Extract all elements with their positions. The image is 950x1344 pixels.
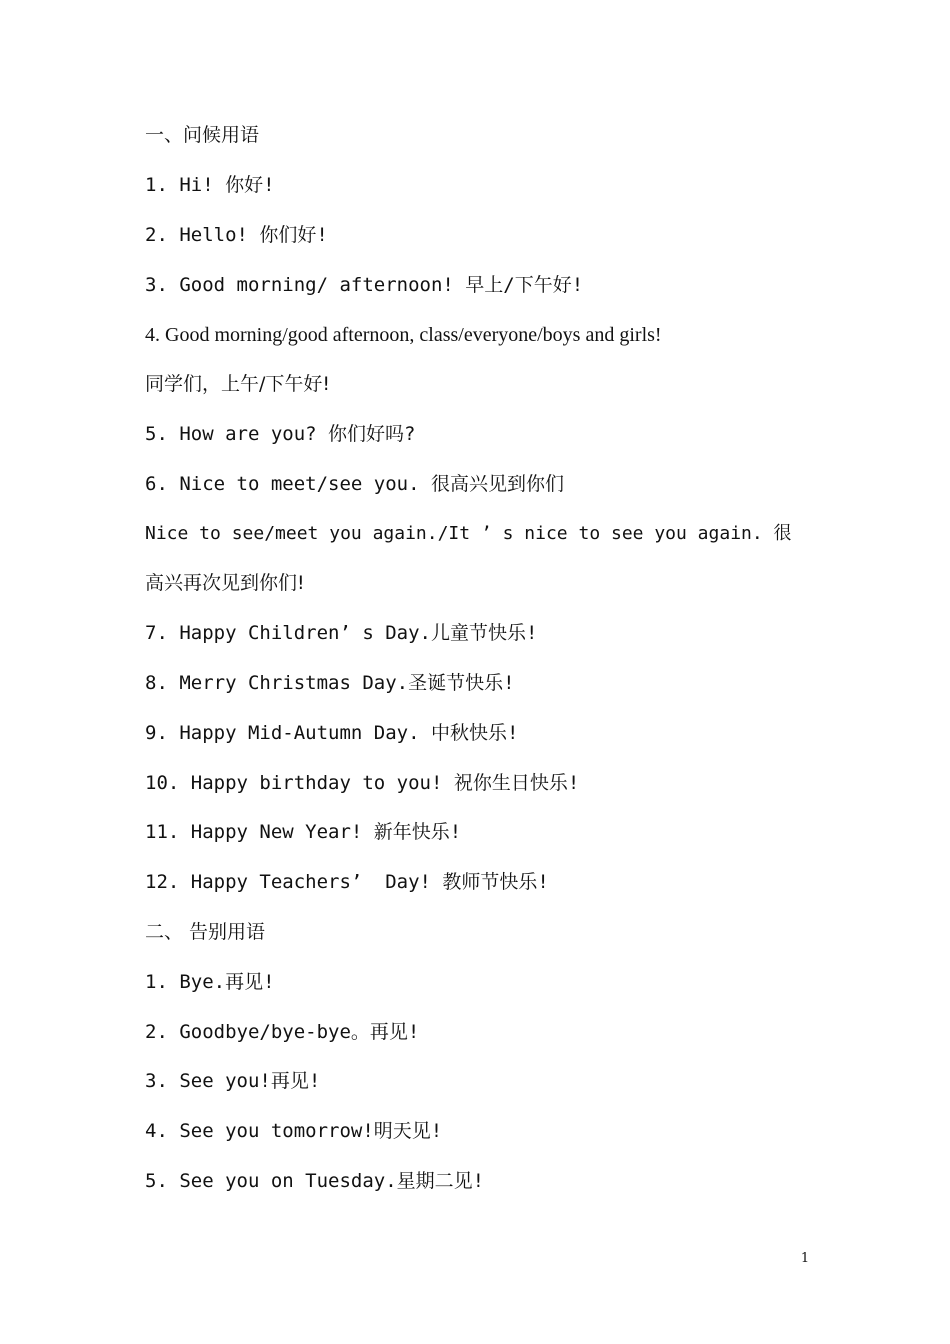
greeting-line-11: 11. Happy New Year! 新年快乐! — [145, 821, 462, 843]
greeting-line-9: 9. Happy Mid-Autumn Day. 中秋快乐! — [145, 722, 519, 744]
page-number: 1 — [800, 1251, 810, 1266]
farewell-line-3: 3. See you!再见! — [145, 1070, 321, 1092]
greeting-line-5: 5. How are you? 你们好吗? — [145, 423, 416, 445]
greeting-line-4: 4. Good morning/good afternoon, class/everyone/boys and girls! — [145, 324, 662, 346]
farewell-line-5: 5. See you on Tuesday.星期二见! — [145, 1170, 485, 1192]
greeting-line-6-translation: 高兴再次见到你们! — [145, 572, 305, 594]
greeting-line-1: 1. Hi! 你好! — [145, 174, 275, 196]
greeting-line-3: 3. Good morning/ afternoon! 早上/下午好! — [145, 274, 584, 296]
greeting-line-2: 2. Hello! 你们好! — [145, 224, 328, 246]
farewell-line-4: 4. See you tomorrow!明天见! — [145, 1120, 443, 1142]
greeting-line-7: 7. Happy Children’ s Day.儿童节快乐! — [145, 622, 538, 644]
greeting-line-10: 10. Happy birthday to you! 祝你生日快乐! — [145, 772, 580, 794]
greeting-line-12: 12. Happy Teachers’ Day! 教师节快乐! — [145, 871, 549, 893]
greeting-line-6: 6. Nice to meet/see you. 很高兴见到你们 — [145, 473, 564, 495]
greeting-line-6-continued: Nice to see/meet you again./It ’ s nice to see you again. 很 — [145, 523, 792, 544]
greeting-line-8: 8. Merry Christmas Day.圣诞节快乐! — [145, 672, 515, 694]
section-heading-farewells: 二、 告别用语 — [145, 921, 266, 943]
section-heading-greetings: 一、问候用语 — [145, 124, 260, 146]
farewell-line-2: 2. Goodbye/bye-bye。再见! — [145, 1021, 420, 1043]
greeting-line-4-translation: 同学们，上午/下午好! — [145, 373, 331, 395]
farewell-line-1: 1. Bye.再见! — [145, 971, 275, 993]
